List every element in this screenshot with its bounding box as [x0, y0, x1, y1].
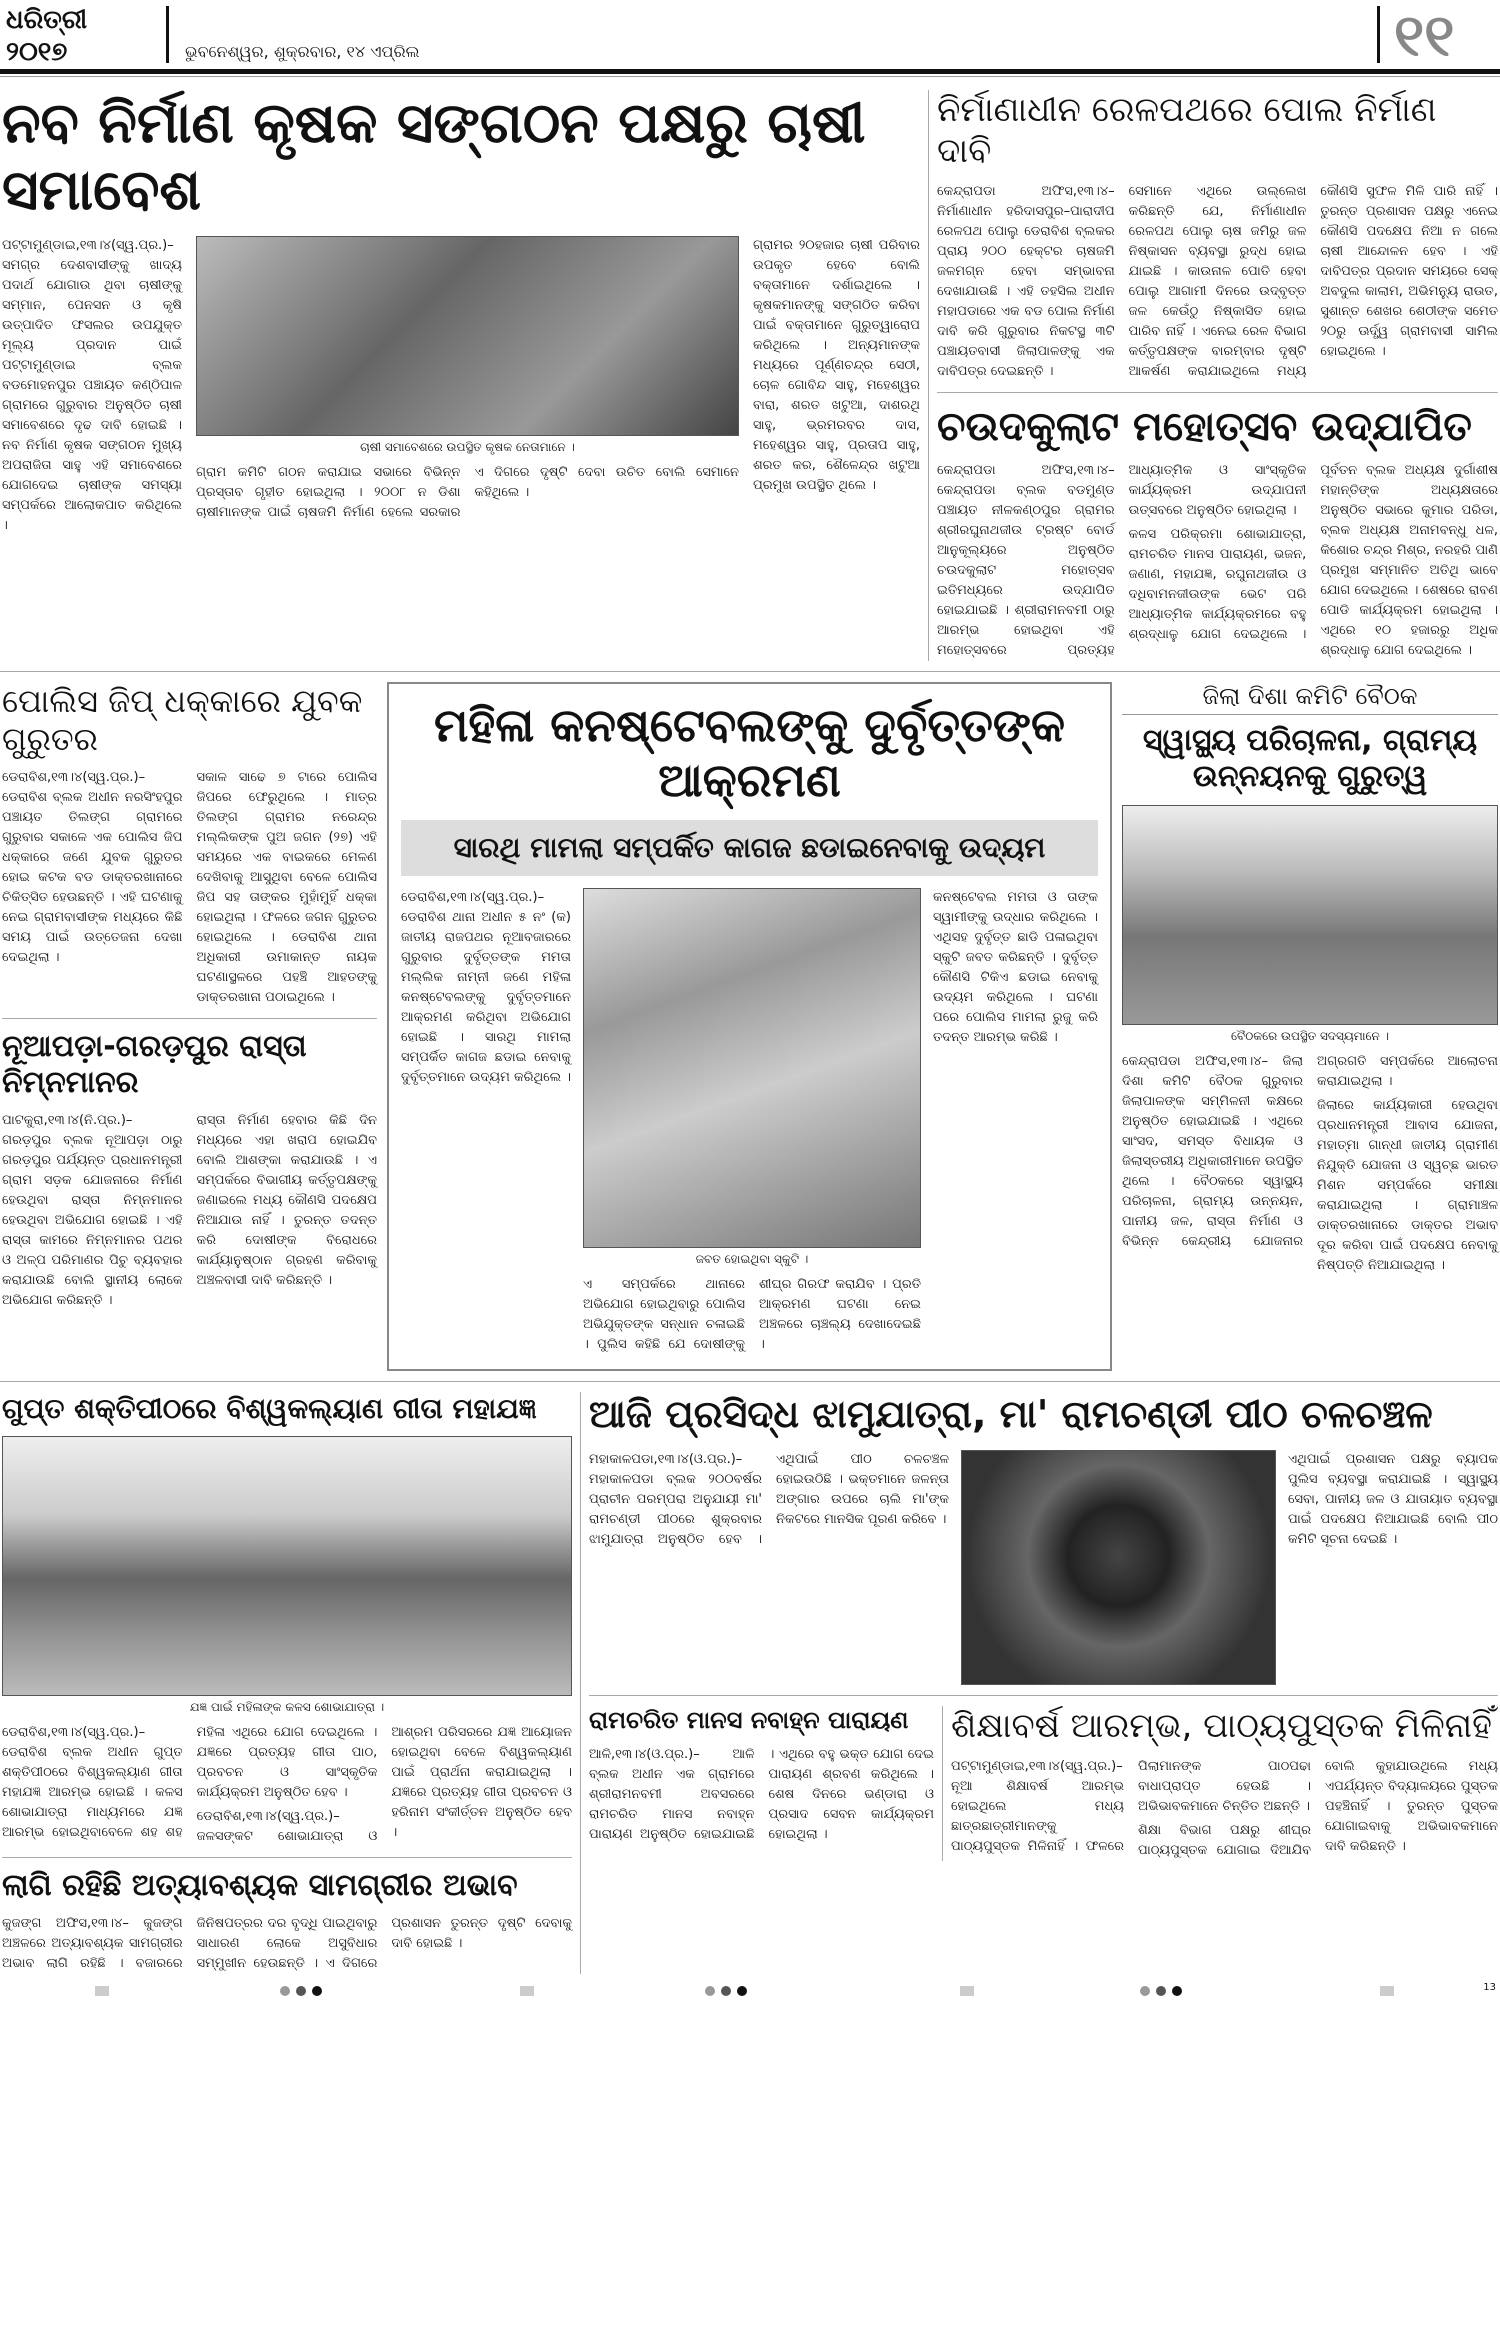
registration-mark	[1140, 1986, 1150, 1996]
page-marker: 13	[1483, 1981, 1496, 1993]
article-body	[933, 888, 1098, 1357]
footer	[0, 1982, 1500, 1999]
photo-caption: ବୈଠକରେ ଉପସ୍ଥିତ ସଦସ୍ୟମାନେ ।	[1231, 1028, 1389, 1043]
article-ramcharit	[589, 1706, 934, 1861]
article-body	[401, 888, 571, 1357]
left-column-middle	[2, 682, 377, 1372]
paragraph: କେନ୍ଦ୍ରାପଡା ଅଫିସ,୧୩।୪– ନିର୍ମାଣାଧୀନ ହରିଦାସପୁର–ପାରାଦୀପ ରେଳପଥ ପୋଲୁ ଡେରାବିଶ ବ୍ଲକର ପ୍ରାୟ ୨୦୦ ହେକ୍ଟର ଚାଷଜମି ଜଳମଗ୍ନ ହେବା ସମ୍ଭାବନା ଦେଖାଯାଉଛି । ଏହି ତହସିଲ ଅଧୀନ ମହାପଡାରେ ଏକ ବଡ ପୋଲ ନିର୍ମାଣ ଦାବି କରି ଗୁରୁବାର ନିକଟସ୍ଥ ୩ଟି ପଞ୍ଚାୟତବାସୀ ଜିଲାପାଳଙ୍କୁ ଏକ ଦାବିପତ୍ର ଦେଇଛନ୍ତି ।	[937, 183, 1115, 379]
scooter-photo	[583, 888, 921, 1248]
paragraph: କେନ୍ଦ୍ରାପଡା ଅଫିସ,୧୩।୪– କେନ୍ଦ୍ରାପଡା ବ୍ଲକ ବଡମୁଣ୍ଡ ପଞ୍ଚାୟତ ନୀଳକଣ୍ଠପୁର ଗ୍ରାମର ଶ୍ରୀରଘୁନାଥଜୀଉ ଟ୍ରଷ୍ଟ ବୋର୍ଡ ଆନୁକୂଲ୍ୟରେ ଅନୁଷ୍ଠିତ ଚଉଦକୁଲାଟ ମହୋତ୍ସବ ଇତିମଧ୍ୟରେ ଉଦ୍‌ଯାପିତ ହୋଇଯାଇଛି । ଶ୍ରୀରାମନବମୀ ଠାରୁ ଆରମ୍ଭ ହୋଇଥିବା ଏହି ମହୋତ୍ସବରେ ପ୍ରତ୍ୟହ ଆଧ୍ୟାତ୍ମିକ ଓ ସାଂସ୍କୃତିକ କାର୍ଯ୍ୟକ୍ରମ ଉଦ୍‌ଯାପନୀ ଉତ୍ସବରେ ଅନୁଷ୍ଠିତ ହୋଇଥିଲା ।	[937, 462, 1307, 658]
headline: ଶିକ୍ଷାବର୍ଷ ଆରମ୍ଭ, ପାଠ୍ୟପୁସ୍ତକ ମିଳିନାହିଁ	[951, 1705, 1492, 1746]
paragraph: ଏ ସମ୍ପର୍କରେ ଥାନାରେ ଅଭିଯୋଗ ହୋଇଥିବାରୁ ପୋଲିସ ଅଭିଯୁକ୍ତଙ୍କ ସନ୍ଧାନ ଚଳାଇଛି । ପୁଲିସ କହିଛି ଯେ ଦୋଷୀଙ୍କୁ ଶୀଘ୍ର ଗିରଫ କରାଯିବ । ପ୍ରତି ଆକ୍ରମଣ ଘଟଣା ନେଇ ଅଞ୍ଚଳରେ ଚାଞ୍ଚଲ୍ୟ ଦେଖାଦେଇଛି ।	[583, 1277, 921, 1353]
divider	[589, 1695, 1498, 1696]
paragraph: ଗ୍ରାମର ୨୦ହଜାର ଚାଷୀ ପରିବାର ଉପକୃତ ହେବେ ବୋଲି ବକ୍ତାମାନେ ଦର୍ଶାଇଥିଲେ । କୃଷକମାନଙ୍କୁ ସଙ୍ଗଠିତ କରିବା ପାଇଁ ବକ୍ତାମାନେ ଗୁରୁତ୍ୱାରୋପ କରିଥିଲେ । ଅନ୍ୟମାନଙ୍କ ମଧ୍ୟରେ ପୂର୍ଣ୍ଣଚନ୍ଦ୍ର ସେଠୀ, ଚୋଳ ଗୋବିନ୍ଦ ସାହୁ, ମହେଶ୍ୱର ବାରା, ଶରତ ଖଟୁଆ, ଦାଶରଥି ସାହୁ, ଭ୍ରମରବର ଦାସ, ମହେଶ୍ୱର ସାହୁ, ପ୍ରତାପ ସାହୁ, ଶରତ କର, ଶୈଳେନ୍ଦ୍ର ଖଟୁଆ ପ୍ରମୁଖ ଉପସ୍ଥିତ ଥିଲେ ।	[753, 238, 920, 494]
divider	[2, 1857, 572, 1858]
article-body	[2, 1914, 572, 1974]
paragraph: କେନ୍ଦ୍ରାପଡା ଅଫିସ,୧୩।୪– ଜିଲା ଦିଶା କମିଟି ବୈଠକ ଗୁରୁବାର ଜିଲାପାଳଙ୍କ ସମ୍ମିଳନୀ କକ୍ଷରେ ଅନୁଷ୍ଠିତ ହୋଇଯାଇଛି । ଏଥିରେ ସାଂସଦ, ସମସ୍ତ ବିଧାୟକ ଓ ଜିଲାସ୍ତରୀୟ ଅଧିକାରୀମାନେ ଉପସ୍ଥିତ ଥିଲେ । ବୈଠକରେ ସ୍ୱାସ୍ଥ୍ୟ ପରିଚାଳନା, ଗ୍ରାମ୍ୟ ଉନ୍ନୟନ, ପାନୀୟ ଜଳ, ରାସ୍ତା ନିର୍ମାଣ ଓ ବିଭିନ୍ନ କେନ୍ଦ୍ରୀୟ ଯୋଜନାର ଅଗ୍ରଗତି ସମ୍ପର୍କରେ ଆଲୋଚନା କରାଯାଇଥିଲା ।	[1122, 1053, 1498, 1249]
divider	[928, 90, 929, 661]
row-top	[0, 90, 1500, 661]
left-column-bottom	[2, 1392, 572, 1974]
paragraph: ଡେରାବିଶ,୧୩।୪(ସ୍ୱ.ପ୍ର.)– ଡେରାବିଶ ବ୍ଲକ ଅଧୀନ ନରସିଂହପୁର ପଞ୍ଚାୟତ ତିଲଙ୍ଗ ଗ୍ରାମରେ ଗୁରୁବାର ସକାଳେ ଏକ ପୋଲିସ ଜିପ ଧକ୍କାରେ ଜଣେ ଯୁବକ ଗୁରୁତର ହୋଇ କଟକ ବଡ ଡାକ୍ତରଖାନାରେ ଚିକିତ୍ସିତ ହେଉଛନ୍ତି । ଏହି ଘଟଣାକୁ ନେଇ ଗ୍ରାମବାସୀଙ୍କ ମଧ୍ୟରେ କିଛି ସମୟ ପାଇଁ ଉତ୍ତେଜନା ଦେଖା ଦେଇଥିଲା ।	[2, 770, 183, 966]
paragraph: ଡେରାବିଶ,୧୩।୪(ସ୍ୱ.ପ୍ର.)– ଡେରାବିଶ ବ୍ଲକ ଅଧୀନ ଗୁପ୍ତ ଶକ୍ତିପୀଠରେ ବିଶ୍ୱକଲ୍ୟାଣ ଗୀତା ମହାଯଜ୍ଞ ଆରମ୍ଭ ହୋଇଛି । କଳସ ଶୋଭାଯାତ୍ରା ମାଧ୍ୟମରେ ଯଜ୍ଞ ଆରମ୍ଭ ହୋଇଥିବାବେଳେ ଶହ ଶହ ମହିଳା ଏଥିରେ ଯୋଗ ଦେଇଥିଲେ । ଯଜ୍ଞରେ ପ୍ରତ୍ୟହ ଗୀତା ପାଠ, ପ୍ରବଚନ ଓ ସାଂସ୍କୃତିକ କାର୍ଯ୍ୟକ୍ରମ ଅନୁଷ୍ଠିତ ହେବ ।	[2, 1724, 378, 1840]
photo-caption: ଯଜ୍ଞ ପାଇଁ ମହିଳାଙ୍କ କଳସ ଶୋଭାଯାତ୍ରା ।	[189, 1699, 385, 1714]
article-body	[2, 1723, 572, 1847]
article-body	[753, 236, 920, 540]
paragraph: ପଟ୍ଟାମୁଣ୍ଡାଇ,୧୩।୪(ସ୍ୱ.ପ୍ର.)– ନୂଆ ଶିକ୍ଷାବର୍ଷ ଆରମ୍ଭ ହୋଇଥିଲେ ମଧ୍ୟ ଛାତ୍ରଛାତ୍ରୀମାନଙ୍କୁ ପାଠ୍ୟପୁସ୍ତକ ମିଳିନାହିଁ । ଫଳରେ ପିଲାମାନଙ୍କ ପାଠପଢା ବାଧାପ୍ରାପ୍ତ ହେଉଛି । ଅଭିଭାବକମାନେ ଚିନ୍ତିତ ଅଛନ୍ତି ।	[951, 1758, 1311, 1854]
procession-photo	[2, 1436, 572, 1696]
registration-mark	[520, 1986, 534, 1996]
article-farmers	[2, 90, 920, 661]
photo-caption: ଜବତ ହୋଇଥିବା ସ୍କୁଟି ।	[695, 1252, 809, 1267]
article-body	[589, 1745, 934, 1847]
divider	[2, 1018, 377, 1019]
paragraph: ପାଟକୁରା,୧୩।୪(ନି.ପ୍ର.)– ଗରଡ଼ପୁର ବ୍ଲକ ନୂଆପଡ଼ା ଠାରୁ ଗରଡ଼ପୁର ପର୍ଯ୍ୟନ୍ତ ପ୍ରଧାନମନ୍ତ୍ରୀ ଗ୍ରାମ ସଡ଼କ ଯୋଜନାରେ ନିର୍ମାଣ ହେଉଥିବା ରାସ୍ତା ନିମ୍ନମାନର ହେଉଥିବା ଅଭିଯୋଗ ହୋଇଛି । ଏହି ରାସ୍ତା କାମରେ ନିମ୍ନମାନର ପଥର ଓ ଅଳ୍ପ ପରିମାଣର ପିଚୁ ବ୍ୟବହାର କରାଯାଉଛି ବୋଲି ସ୍ଥାନୀୟ ଲୋକେ ଅଭିଯୋଗ କରିଛନ୍ତି ।	[2, 1113, 183, 1309]
paragraph: ଶିକ୍ଷା ବିଭାଗ ପକ୍ଷରୁ ଶୀଘ୍ର ପାଠ୍ୟପୁସ୍ତକ ଯୋଗାଇ ଦିଆଯିବ ବୋଲି କୁହାଯାଉଥିଲେ ମଧ୍ୟ ଏପର୍ଯ୍ୟନ୍ତ ବିଦ୍ୟାଳୟରେ ପୁସ୍ତକ ପହଞ୍ଚିନାହିଁ । ତୁରନ୍ତ ପୁସ୍ତକ ଯୋଗାଇବାକୁ ଅଭିଭାବକମାନେ ଦାବି କରିଛନ୍ତି ।	[1138, 1758, 1498, 1858]
registration-mark	[312, 1986, 322, 1996]
paragraph: ଡେରାବିଶ,୧୩।୪(ସ୍ୱ.ପ୍ର.)– ଜଳସଙ୍କଟ ଶୋଭାଯାତ୍ରା ଓ ଆଶ୍ରମ ପରିସରରେ ଯଜ୍ଞ ଆୟୋଜନ ହୋଇଥିବା ବେଳେ ବିଶ୍ୱକଲ୍ୟାଣ ପାଇଁ ପ୍ରାର୍ଥନା କରାଯାଇଥିଲା । ଯଜ୍ଞରେ ପ୍ରତ୍ୟହ ଗୀତା ପ୍ରବଚନ ଓ ହରିନାମ ସଂକୀର୍ତ୍ତନ ଅନୁଷ୍ଠିତ ହେବ ।	[196, 1724, 572, 1844]
article-body	[937, 461, 1498, 661]
registration-mark	[705, 1986, 715, 1996]
headline: ନୂଆପଡ଼ା-ଗରଡ଼ପୁର ରାସ୍ତା ନିମ୍ନମାନର	[2, 1029, 307, 1101]
headline: ନିର୍ମାଣାଧୀନ ରେଳପଥରେ ପୋଲ ନିର୍ମାଣ ଦାବି	[937, 90, 1437, 171]
paragraph: କନଷ୍ଟେବଲ ମମତା ଓ ତାଙ୍କ ସ୍ୱାମୀଙ୍କୁ ଉଦ୍ଧାର କରିଥିଲେ । ଏଥିସହ ଦୁର୍ବୃତ୍ତ ଛାଡି ପଳାଇଥିବା ସ୍କୁଟି ଜବତ କରିଛନ୍ତି । ଦୁର୍ବୃତ୍ତ କୌଣସି ଟିକିଏ ଛଡାଇ ନେବାକୁ ଉଦ୍ୟମ କରିଥିଲେ । ଘଟଣା ପରେ ପୋଲିସ ମାମଲା ରୁଜୁ କରି ତଦନ୍ତ ଆରମ୍ଭ କରିଛି ।	[933, 890, 1098, 1046]
paragraph: ରାସ୍ତା ନିର୍ମାଣ ହେବାର କିଛି ଦିନ ମଧ୍ୟରେ ଏହା ଖରାପ ହୋଇଯିବ ବୋଲି ଆଶଙ୍କା କରାଯାଉଛି । ଏ ସମ୍ପର୍କରେ ବିଭାଗୀୟ କର୍ତ୍ତୃପକ୍ଷଙ୍କୁ ଜଣାଇଲେ ମଧ୍ୟ କୌଣସି ପଦକ୍ଷେପ ନିଆଯାଉ ନାହିଁ । ତୁରନ୍ତ ତଦନ୍ତ କରି ଦୋଷୀଙ୍କ ବିରୋଧରେ କାର୍ଯ୍ୟାନୁଷ୍ଠାନ ଗ୍ରହଣ କରିବାକୁ ଅଞ୍ଚଳବାସୀ ଦାବି କରିଛନ୍ତି ।	[196, 1113, 377, 1289]
article-body	[1122, 1052, 1498, 1276]
dateline: ଭୁବନେଶ୍ୱର, ଶୁକ୍ରବାର, ୧୪ ଏପ୍ରିଲ	[185, 42, 420, 61]
paragraph: କଳସ ପରିକ୍ରମା ଶୋଭାଯାତ୍ରା, ରାମଚରିତ ମାନସ ପାରାୟଣ, ଭଜନ, ଜଣାଣ, ମହାଯଜ୍ଞ, ରଘୁନାଥଜୀଉ ଓ ଦଧିବାମନଜୀଉଙ୍କ ଭେଟ ପରି ଆଧ୍ୟାତ୍ମିକ କାର୍ଯ୍ୟକ୍ରମରେ ବହୁ ଶ୍ରଦ୍ଧାଳୁ ଯୋଗ ଦେଇଥିଲେ । ପୂର୍ବତନ ବ୍ଲକ ଅଧ୍ୟକ୍ଷ ଦୁର୍ଗାଶୀଷ ମହାନ୍ତିଙ୍କ ଅଧ୍ୟକ୍ଷତାରେ ଅନୁଷ୍ଠିତ ସଭାରେ କୁମାର ପରିଡା, ବ୍ଲକ ଅଧ୍ୟକ୍ଷ ଅନାମବନ୍ଧୁ ଧଳ, କିଶୋର ଚନ୍ଦ୍ର ମିଶ୍ର, ନରହରି ପାଣି ପ୍ରମୁଖ ସମ୍ମାନିତ ଅତିଥି ଭାବେ ଯୋଗ ଦେଇଥିଲେ । ଶେଷରେ ରାବଣ ପୋଡି କାର୍ଯ୍ୟକ୍ରମ ହୋଇଥିଲା । ଏଥିରେ ୧୦ ହଜାରରୁ ଅଧିକ ଶ୍ରଦ୍ଧାଳୁ ଯୋଗ ଦେଇଥିଲେ ।	[1128, 462, 1498, 658]
article-constable	[387, 682, 1112, 1372]
registration-mark	[1156, 1986, 1166, 1996]
kicker: ଜିଲା ଦିଶା କମିଟି ବୈଠକ	[1122, 682, 1498, 715]
registration-mark	[960, 1986, 974, 1996]
registration-mark	[737, 1986, 747, 1996]
paragraph: କୁଜଙ୍ଗ ଅଫିସ,୧୩।୪– କୁଜଙ୍ଗ ଅଞ୍ଚଳରେ ଅତ୍ୟାବଶ୍ୟକ ସାମଗ୍ରୀର ଅଭାବ ଲାଗି ରହିଛି । ବଜାରରେ ଜିନିଷପତ୍ରର ଦର ବୃଦ୍ଧି ପାଇଥିବାରୁ ସାଧାରଣ ଲୋକେ ଅସୁବିଧାର ସମ୍ମୁଖୀନ ହେଉଛନ୍ତି । ଏ ଦିଗରେ ପ୍ରଶାସନ ତୁରନ୍ତ ଦୃଷ୍ଟି ଦେବାକୁ ଦାବି ହୋଇଛି ।	[2, 1915, 572, 1971]
article-body	[583, 1275, 921, 1357]
article-body	[2, 236, 182, 540]
headline: ମହିଳା କନଷ୍ଟେବଲଙ୍କୁ ଦୁର୍ବୃତ୍ତଙ୍କ ଆକ୍ରମଣ	[433, 697, 1066, 807]
paragraph: ମହାକାଳପଡା,୧୩।୪(ଓ.ପ୍ର.)– ମହାକାଳପଡା ବ୍ଲକ ୨୦୦ବର୍ଷର ପ୍ରାଚୀନ ପରମ୍ପରା ଅନୁଯାୟୀ ମା' ରାମଚଣ୍ଡୀ ପୀଠରେ ଶୁକ୍ରବାର ଝାମୁଯାତ୍ରା ଅନୁଷ୍ଠିତ ହେବ । ଏଥିପାଇଁ ପୀଠ ଚଳଚଞ୍ଚଳ ହୋଇଉଠିଛି । ଭକ୍ତମାନେ ଜଳନ୍ତା ଅଙ୍ଗାର ଉପରେ ଚାଲି ମା'ଙ୍କ ନିକଟରେ ମାନସିକ ପୂରଣ କରିବେ ।	[589, 1451, 949, 1547]
registration-mark	[721, 1986, 731, 1996]
headline: ଲାଗି ରହିଛି ଅତ୍ୟାବଶ୍ୟକ ସାମଗ୍ରୀର ଅଭାବ	[2, 1867, 518, 1903]
headline: ଆଜି ପ୍ରସିଦ୍ଧ ଝାମୁଯାତ୍ରା, ମା' ରାମଚଣ୍ଡୀ ପୀଠ ଚଳଚଞ୍ଚଳ	[589, 1392, 1433, 1437]
paragraph: ସକାଳ ସାଢେ ୭ ଟାରେ ପୋଲିସ ଜିପରେ ଫେରୁଥିଲେ । ମାତ୍ର ତିଲଙ୍ଗ ଗ୍ରାମର ନରେନ୍ଦ୍ର ମଲ୍ଲିକଙ୍କ ପୁଅ ଜଗନ (୨୭) ଏହି ସମୟରେ ଏକ ବାଇକରେ ମେଳଣ ଦେଖିବାକୁ ଆସୁଥିବା ବେଳେ ପୋଲିସ ଜିପ ସହ ତାଙ୍କର ମୁହାଁମୁହିଁ ଧକ୍କା ହୋଇଥିଲା । ଫଳରେ ଜଗନ ଗୁରୁତର ହୋଇଥିଲେ । ଡେରାବିଶ ଥାନା ଅଧିକାରୀ ଉମାକାନ୍ତ ନାୟକ ଘଟଣାସ୍ଥଳରେ ପହଞ୍ଚି ଆହତଙ୍କୁ ଡାକ୍ତରଖାନା ପଠାଇଥିଲେ ।	[196, 770, 377, 1006]
row-middle	[0, 682, 1500, 1372]
article-disha	[1122, 682, 1498, 1372]
photo-caption: ଚାଷୀ ସମାବେଶରେ ଉପସ୍ଥିତ କୃଷକ ନେତାମାନେ ।	[360, 440, 575, 455]
paragraph: ସେମାନେ ଏଥିରେ ଉଲ୍ଲେଖ କରିଛନ୍ତି ଯେ, ନିର୍ମାଣାଧୀନ ରେଳପଥ ପୋଲୁ ଚାଷ ଜମିରୁ ଜଳ ନିଷ୍କାସନ ବ୍ୟବସ୍ଥା ରୁଦ୍ଧ ହୋଇ ଯାଇଛି । କାଉନାଳ ପୋତି ହେବା ପୋଲୁ ଆଗାମୀ ଦିନରେ ଉଦ୍‌ବୃତ୍ତ ଜଳ କେଉଁଠୁ ନିଷ୍କାସିତ ହୋଇ ପାରିବ ନାହିଁ । ଏନେଇ ରେଳ ବିଭାଗ କର୍ତ୍ତୃପକ୍ଷଙ୍କ ବାରମ୍ବାର ଦୃଷ୍ଟି ଆକର୍ଷଣ କରାଯାଇଥିଲେ ମଧ୍ୟ କୌଣସି ସୁଫଳ ମିଳି ପାରି ନାହିଁ । ତୁରନ୍ତ ପ୍ରଶାସନ ପକ୍ଷରୁ ଏନେଇ କୌଣସି ପଦକ୍ଷେପ ନିଆ ନ ଗଲେ ଚାଷୀ ଆନ୍ଦୋଳନ ହେବ । ଏହି ଦାବିପତ୍ର ପ୍ରଦାନ ସମୟରେ ସେକ୍ ଅବଦୁଲ କାଲାମ, ଅଭିମନ୍ୟୁ ରାଉତ, ସୁଶାନ୍ତ ଶେଖର ଶେଠୀଙ୍କ ସମେତ ୨୦ରୁ ଊର୍ଦ୍ଧ୍ୱ ଗ୍ରାମବାସୀ ସାମିଲ ହୋଇଥିଲେ ।	[1128, 183, 1498, 379]
article-body	[589, 1450, 949, 1685]
registration-mark	[296, 1986, 306, 1996]
masthead	[0, 0, 1500, 74]
paragraph: ଜିଲାରେ କାର୍ଯ୍ୟକାରୀ ହେଉଥିବା ପ୍ରଧାନମନ୍ତ୍ରୀ ଆବାସ ଯୋଜନା, ମହାତ୍ମା ଗାନ୍ଧୀ ଜାତୀୟ ଗ୍ରାମୀଣ ନିଯୁକ୍ତି ଯୋଜନା ଓ ସ୍ୱଚ୍ଛ ଭାରତ ମିଶନ ସମ୍ପର୍କରେ ସମୀକ୍ଷା କରାଯାଇଥିଲା । ଗ୍ରାମାଞ୍ଚଳ ଡାକ୍ତରଖାନାରେ ଡାକ୍ତର ଅଭାବ ଦୂର କରିବା ପାଇଁ ପଦକ୍ଷେପ ନେବାକୁ ନିଷ୍ପତ୍ତି ନିଆଯାଇଥିଲା ।	[1317, 1097, 1498, 1273]
newspaper-logo	[0, 0, 166, 69]
photo-block	[583, 888, 921, 1357]
headline: ନବ ନିର୍ମାଣ କୃଷକ ସଙ୍ଗଠନ ପକ୍ଷରୁ ଚାଷୀ ସମାବେଶ	[2, 91, 866, 224]
paragraph: ଡେରାବିଶ,୧୩।୪(ସ୍ୱ.ପ୍ର.)– ଡେରାବିଶ ଥାନା ଅଧୀନ ୫ ନଂ (କ) ଜାତୀୟ ରାଜପଥର ନୂଆବଜାରରେ ଗୁରୁବାର ଦୁର୍ବୃତ୍ତଙ୍କ ମମତା ମଲ୍ଲିକ ନାମ୍ନୀ ଜଣେ ମହିଳା କନଷ୍ଟେବଲଙ୍କୁ ଦୁର୍ବୃତ୍ତମାନେ ଆକ୍ରମଣ କରିଥିବା ଅଭିଯୋଗ ହୋଇଛି । ସାରଥି ମାମଲା ସମ୍ପର୍କିତ କାଗଜ ଛଡାଇ ନେବାକୁ ଦୁର୍ବୃତ୍ତମାନେ ଉଦ୍ୟମ କରିଥିଲେ ।	[401, 890, 571, 1086]
article-body	[2, 1111, 377, 1311]
registration-mark	[280, 1986, 290, 1996]
divider	[580, 1392, 581, 1974]
meeting-photo	[1122, 805, 1498, 1025]
subheadline: ସାରଥି ମାମଲା ସମ୍ପର୍କିତ କାଗଜ ଛଡାଇନେବାକୁ ଉଦ୍ୟମ	[401, 820, 1098, 876]
article-body	[196, 463, 739, 523]
divider	[937, 392, 1498, 393]
right-column-top	[937, 90, 1498, 661]
paragraph: ଆଳି,୧୩।୪(ଓ.ପ୍ର.)– ଆଳି ବ୍ଲକ ଅଧୀନ ଏକ ଗ୍ରାମରେ ଶ୍ରୀରାମନବମୀ ଅବସରରେ ରାମଚରିତ ମାନସ ନବାହ୍ନ ପାରାୟଣ ଅନୁଷ୍ଠିତ ହୋଇଯାଇଛି । ଏଥିରେ ବହୁ ଭକ୍ତ ଯୋଗ ଦେଇ ପାରାୟଣ ଶ୍ରବଣ କରିଥିଲେ । ଶେଷ ଦିନରେ ଭଣ୍ଡାରା ଓ ପ୍ରସାଦ ସେବନ କାର୍ଯ୍ୟକ୍ରମ ହୋଇଥିଲା ।	[589, 1746, 934, 1842]
headline: ଗୁପ୍ତ ଶକ୍ତିପୀଠରେ ବିଶ୍ୱକଲ୍ୟାଣ ଗୀତା ମହାଯଜ୍ଞ	[2, 1392, 537, 1426]
article-body	[951, 1757, 1498, 1861]
divider	[0, 1381, 1500, 1382]
registration-mark	[95, 1986, 109, 1996]
row-bottom	[0, 1392, 1500, 1974]
paragraph: ଗ୍ରାମ କମିଟି ଗଠନ କରାଯାଇ ସଭାରେ ବିଭିନ୍ନ ପ୍ରସ୍ତାବ ଗୃହୀତ ହୋଇଥିଲା । ୨୦୦୮ ନ ଡିଶା ଚାଷୀମାନଙ୍କ ପାଇଁ ଚାଷଜମି ନିର୍ମାଣ ହେଲେ ସରକାର ଏ ଦିଗରେ ଦୃଷ୍ଟି ଦେବା ଉଚିତ ବୋଲି ସେମାନେ କହିଥିଲେ ।	[196, 465, 739, 521]
page-number: ୧୧	[1394, 1, 1455, 69]
paragraph: ଏଥିପାଇଁ ପ୍ରଶାସନ ପକ୍ଷରୁ ବ୍ୟାପକ ପୁଲିସ ବ୍ୟବସ୍ଥା କରାଯାଇଛି । ସ୍ୱାସ୍ଥ୍ୟ ସେବା, ପାନୀୟ ଜଳ ଓ ଯାତାୟାତ ବ୍ୟବସ୍ଥା ପାଇଁ ପଦକ୍ଷେପ ନିଆଯାଇଛି ବୋଲି ପୀଠ କମିଟି ସୂଚନା ଦେଇଛି ।	[1288, 1451, 1498, 1547]
paragraph: ପଟ୍ଟାମୁଣ୍ଡାଇ,୧୩।୪(ସ୍ୱ.ପ୍ର.)– ସମଗ୍ର ଦେଶବାସୀଙ୍କୁ ଖାଦ୍ୟ ପଦାର୍ଥ ଯୋଗାଉ ଥିବା ଚାଷୀଙ୍କୁ ସମ୍ମାନ, ପେନସନ ଓ କୃଷି ଉତ୍ପାଦିତ ଫସଲର ଉପଯୁକ୍ତ ମୂଲ୍ୟ ପ୍ରଦାନ ପାଇଁ ପଟ୍ଟାମୁଣ୍ଡାଇ ବ୍ଲକ ବଡମୋହନପୁର ପଞ୍ଚାୟତ କଣ୍ଠିପାଳ ଗ୍ରାମରେ ଗୁରୁବାର ଅନୁଷ୍ଠିତ ଚାଷୀ ସମାବେଶରେ ଦୃଢ ଦାବି ହୋଇଛି । ନବ ନିର୍ମାଣ କୃଷକ ସଙ୍ଗଠନ ମୁଖ୍ୟ ଅପରାଜିତା ସାହୁ ଏହି ସମାବେଶରେ ଯୋଗଦେଇ ଚାଷୀଙ୍କ ସମସ୍ୟା ସମ୍ପର୍କରେ ଆଲୋକପାତ କରିଥିଲେ ।	[2, 238, 182, 534]
divider	[0, 671, 1500, 672]
logo-text: ଧରିତ୍ରୀ	[6, 5, 88, 35]
logo-year: ୨୦୧୭	[6, 37, 68, 67]
photo-block	[196, 236, 739, 540]
article-textbook	[951, 1706, 1498, 1861]
rally-photo	[196, 236, 739, 436]
headline: ଚଉଦକୁଲାଟ ମହୋତ୍ସବ ଉଦ୍‌ଯାପିତ	[937, 403, 1472, 450]
article-body	[1288, 1450, 1498, 1685]
article-body	[937, 182, 1498, 382]
headline: ପୋଲିସ ଜିପ୍ ଧକ୍କାରେ ଯୁବକ ଗୁରୁତର	[2, 681, 363, 758]
headline: ସ୍ୱାସ୍ଥ୍ୟ ପରିଚାଳନା, ଗ୍ରାମ୍ୟ ଉନ୍ନୟନକୁ ଗୁରୁତ୍ୱ	[1142, 722, 1478, 794]
shrine-photo	[961, 1450, 1276, 1685]
headline: ରାମଚରିତ ମାନସ ନବାହ୍ନ ପାରାୟଣ	[589, 1705, 909, 1734]
registration-mark	[1380, 1986, 1394, 1996]
divider	[942, 1706, 943, 1861]
right-column-bottom	[589, 1392, 1498, 1974]
registration-mark	[1172, 1986, 1182, 1996]
article-body	[2, 768, 377, 1008]
